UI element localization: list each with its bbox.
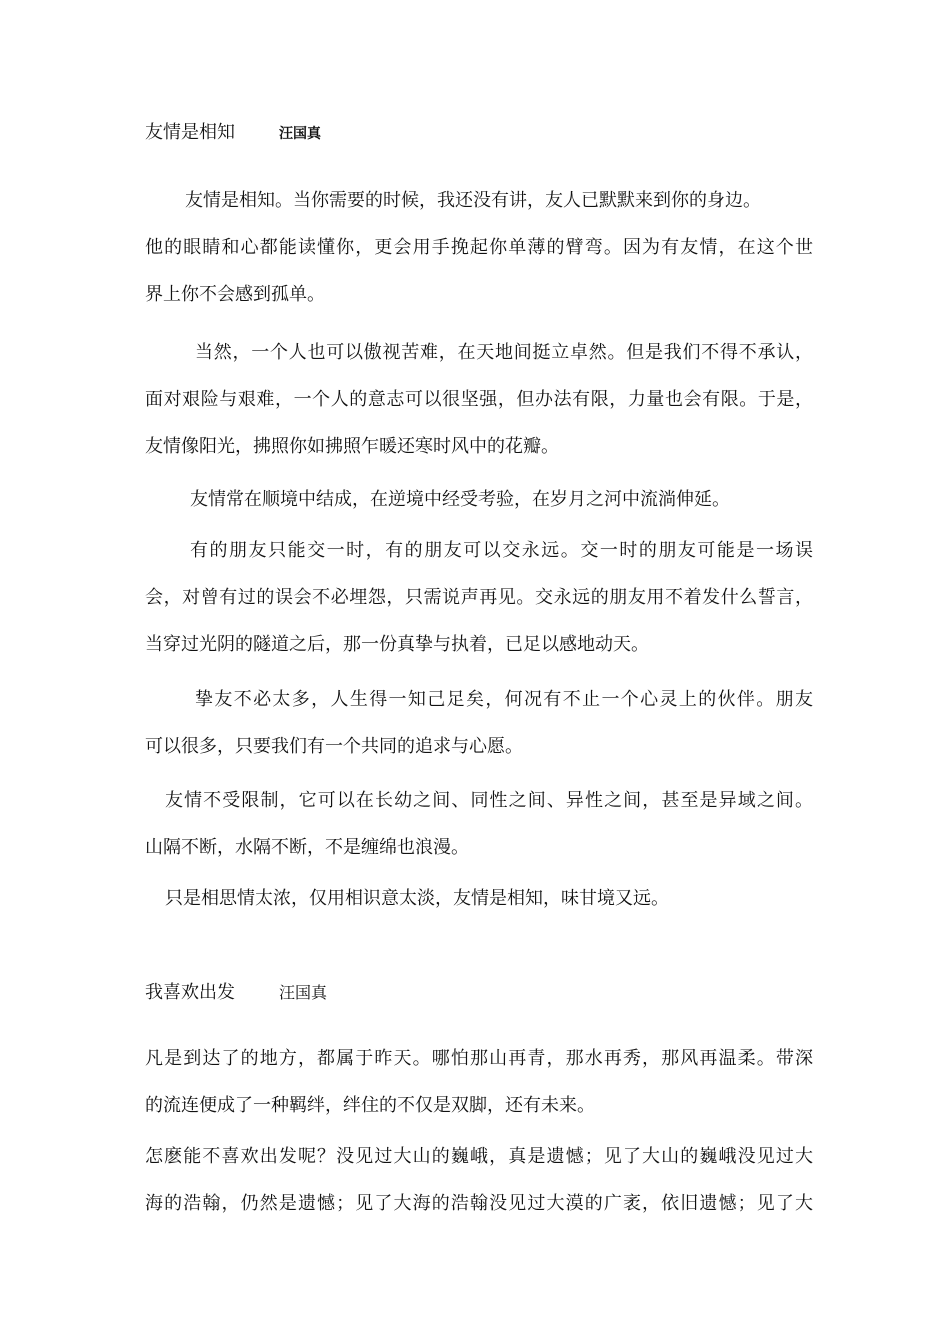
paragraph-2 [145, 341, 813, 471]
paragraph-6 [145, 789, 813, 869]
text-line: 怎麽能不喜欢出发呢？没见过大山的巍峨，真是遗憾；见了大山的巍峨没见过大 [145, 1146, 813, 1167]
text-line: 友情常在顺境中结成，在逆境中经受考验，在岁月之河中流淌伸延。 [190, 489, 730, 510]
text-line: 凡是到达了的地方，都属于昨天。哪怕那山再青，那水再秀，那风再温柔。带深 [145, 1048, 813, 1069]
paragraph-8 [145, 1047, 813, 1127]
text-line: 面对艰险与艰难，一个人的意志可以很坚强，但办法有限，力量也会有限。于是， [145, 389, 813, 410]
text-line: 当然，一个人也可以傲视苦难，在天地间挺立卓然。但是我们不得不承认， [195, 342, 813, 363]
text-line: 会，对曾有过的误会不必埋怨，只需说声再见。交永远的朋友用不着发什么誓言， [145, 587, 813, 608]
article-title-heading [145, 981, 327, 1005]
article-title-heading [145, 121, 321, 146]
text-line: 友情不受限制，它可以在长幼之间、同性之间、异性之间，甚至是异域之间。 [165, 790, 813, 811]
text-line: 只是相思情太浓，仅用相识意太淡，友情是相知，味甘境又远。 [165, 888, 669, 909]
article-title: 我喜欢出发 [145, 982, 235, 1003]
paragraph-3 [145, 488, 813, 512]
text-line: 海的浩翰，仍然是遗憾；见了大海的浩翰没见过大漠的广袤，依旧遗憾；见了大 [145, 1193, 813, 1214]
text-line: 山隔不断，水隔不断，不是缠绵也浪漫。 [145, 837, 469, 858]
text-line: 当穿过光阴的隧道之后，那一份真挚与执着，已足以感地动天。 [145, 634, 649, 655]
text-line: 可以很多，只要我们有一个共同的追求与心愿。 [145, 736, 523, 757]
paragraph-7 [145, 887, 813, 911]
paragraph-9 [145, 1145, 813, 1225]
text-line: 友情是相知。当你需要的时候，我还没有讲，友人已默默来到你的身边。 [185, 190, 761, 211]
text-line: 挚友不必太多，人生得一知己足矣，何况有不止一个心灵上的伙伴。朋友 [195, 689, 813, 710]
article-author: 汪国真 [279, 126, 321, 142]
text-line: 的流连便成了一种羁绊，绊住的不仅是双脚，还有未来。 [145, 1095, 595, 1116]
article-author: 汪国真 [279, 983, 328, 1002]
text-line: 界上你不会感到孤单。 [145, 284, 325, 305]
text-line: 有的朋友只能交一时，有的朋友可以交永远。交一时的朋友可能是一场误 [190, 540, 813, 561]
article-title: 友情是相知 [145, 122, 235, 143]
paragraph-5 [145, 688, 813, 768]
text-line: 他的眼睛和心都能读懂你，更会用手挽起你单薄的臂弯。因为有友情，在这个世 [145, 237, 813, 258]
paragraph-4 [145, 539, 813, 669]
text-line: 友情像阳光，拂照你如拂照乍暖还寒时风中的花瓣。 [145, 436, 559, 457]
paragraph-1 [145, 189, 813, 319]
